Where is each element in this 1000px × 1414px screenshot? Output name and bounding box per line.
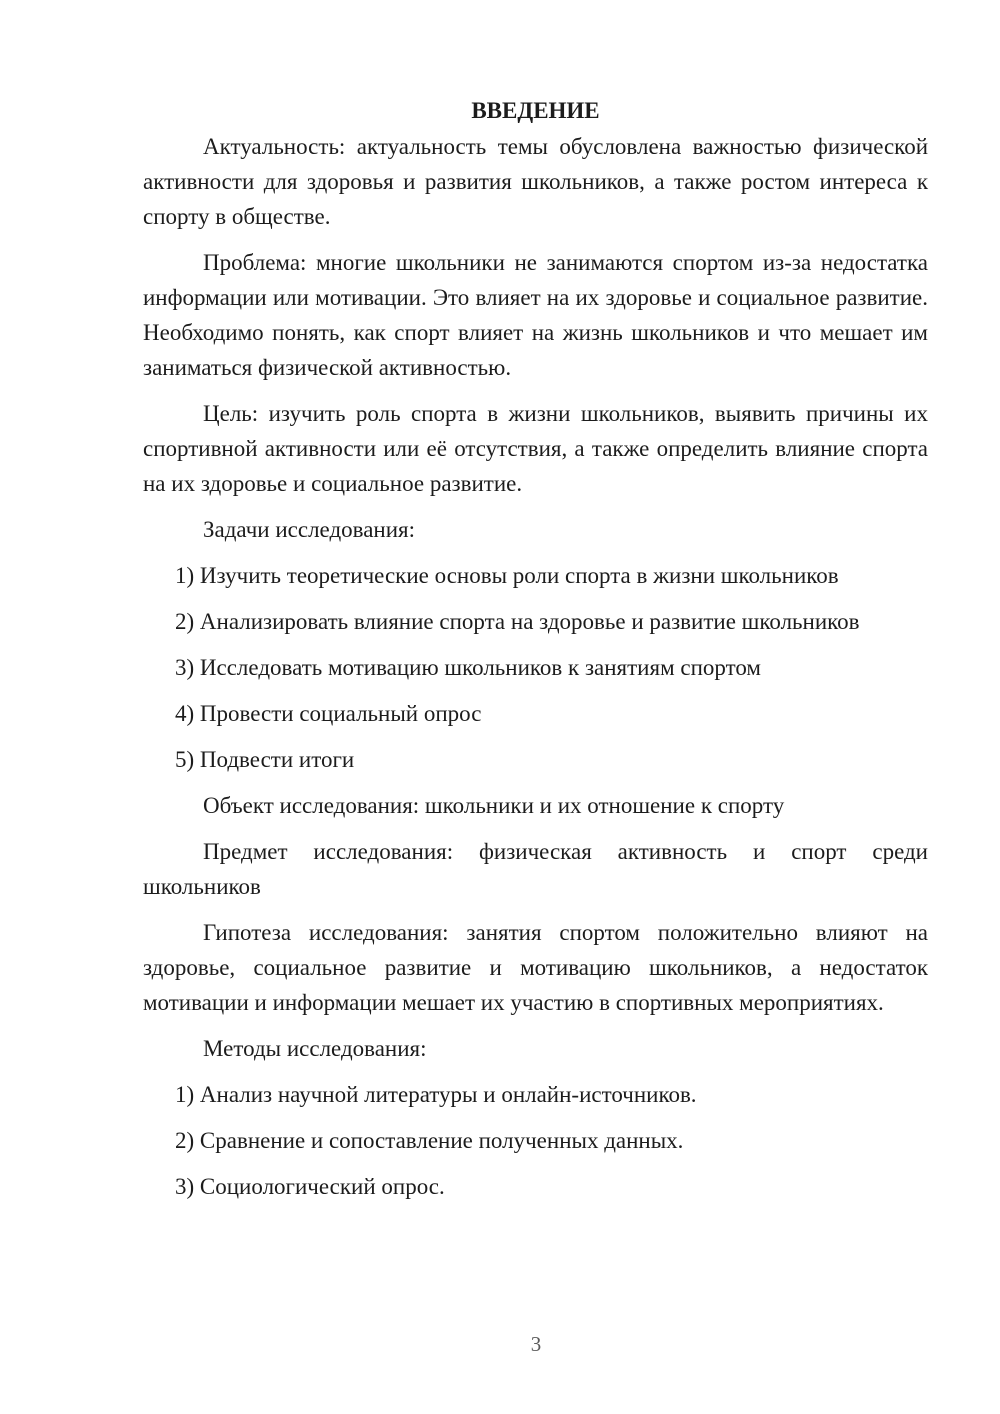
task-item-1: 1) Изучить теоретические основы роли спорта в жизни школьников bbox=[175, 563, 839, 588]
tasks-heading: Задачи исследования: bbox=[203, 517, 416, 542]
page-number: 3 bbox=[530, 1332, 542, 1356]
methods-heading: Методы исследования: bbox=[203, 1036, 427, 1061]
problem-paragraph: Проблема: многие школьники не занимаются спортом из-за недостатка информации или мотивации. Это влияет на их здоровье и социальное развитие. Необходимо понять, как спорт влияет на жизнь школьников и что мешает им заниматься физической активностью. bbox=[143, 250, 928, 380]
page-content bbox=[143, 93, 928, 1215]
method-item-3: 3) Социологический опрос. bbox=[175, 1174, 445, 1199]
method-item-1: 1) Анализ научной литературы и онлайн-источников. bbox=[175, 1082, 697, 1107]
hypothesis-paragraph: Гипотеза исследования: занятия спортом положительно влияют на здоровье, социальное развитие и мотивацию школьников, а недостаток мотивации и информации мешает их участию в спортивных мероприятиях. bbox=[143, 920, 928, 1015]
subject-paragraph: Предмет исследования: физическая активность и спорт среди школьников bbox=[143, 839, 928, 899]
relevance-paragraph: Актуальность: актуальность темы обусловлена важностью физической активности для здоровья и развития школьников, а также ростом интереса к спорту в обществе. bbox=[143, 134, 928, 229]
task-item-5: 5) Подвести итоги bbox=[175, 747, 355, 772]
task-item-2: 2) Анализировать влияние спорта на здоровье и развитие школьников bbox=[175, 609, 860, 634]
object-line: Объект исследования: школьники и их отношение к спорту bbox=[203, 793, 785, 818]
task-item-3: 3) Исследовать мотивацию школьников к занятиям спортом bbox=[175, 655, 761, 680]
page-title: ВВЕДЕНИЕ bbox=[471, 98, 600, 123]
method-item-2: 2) Сравнение и сопоставление полученных данных. bbox=[175, 1128, 684, 1153]
goal-paragraph: Цель: изучить роль спорта в жизни школьников, выявить причины их спортивной активности или её отсутствия, а также определить влияние спорта на их здоровье и социальное развитие. bbox=[143, 401, 928, 496]
task-item-4: 4) Провести социальный опрос bbox=[175, 701, 482, 726]
